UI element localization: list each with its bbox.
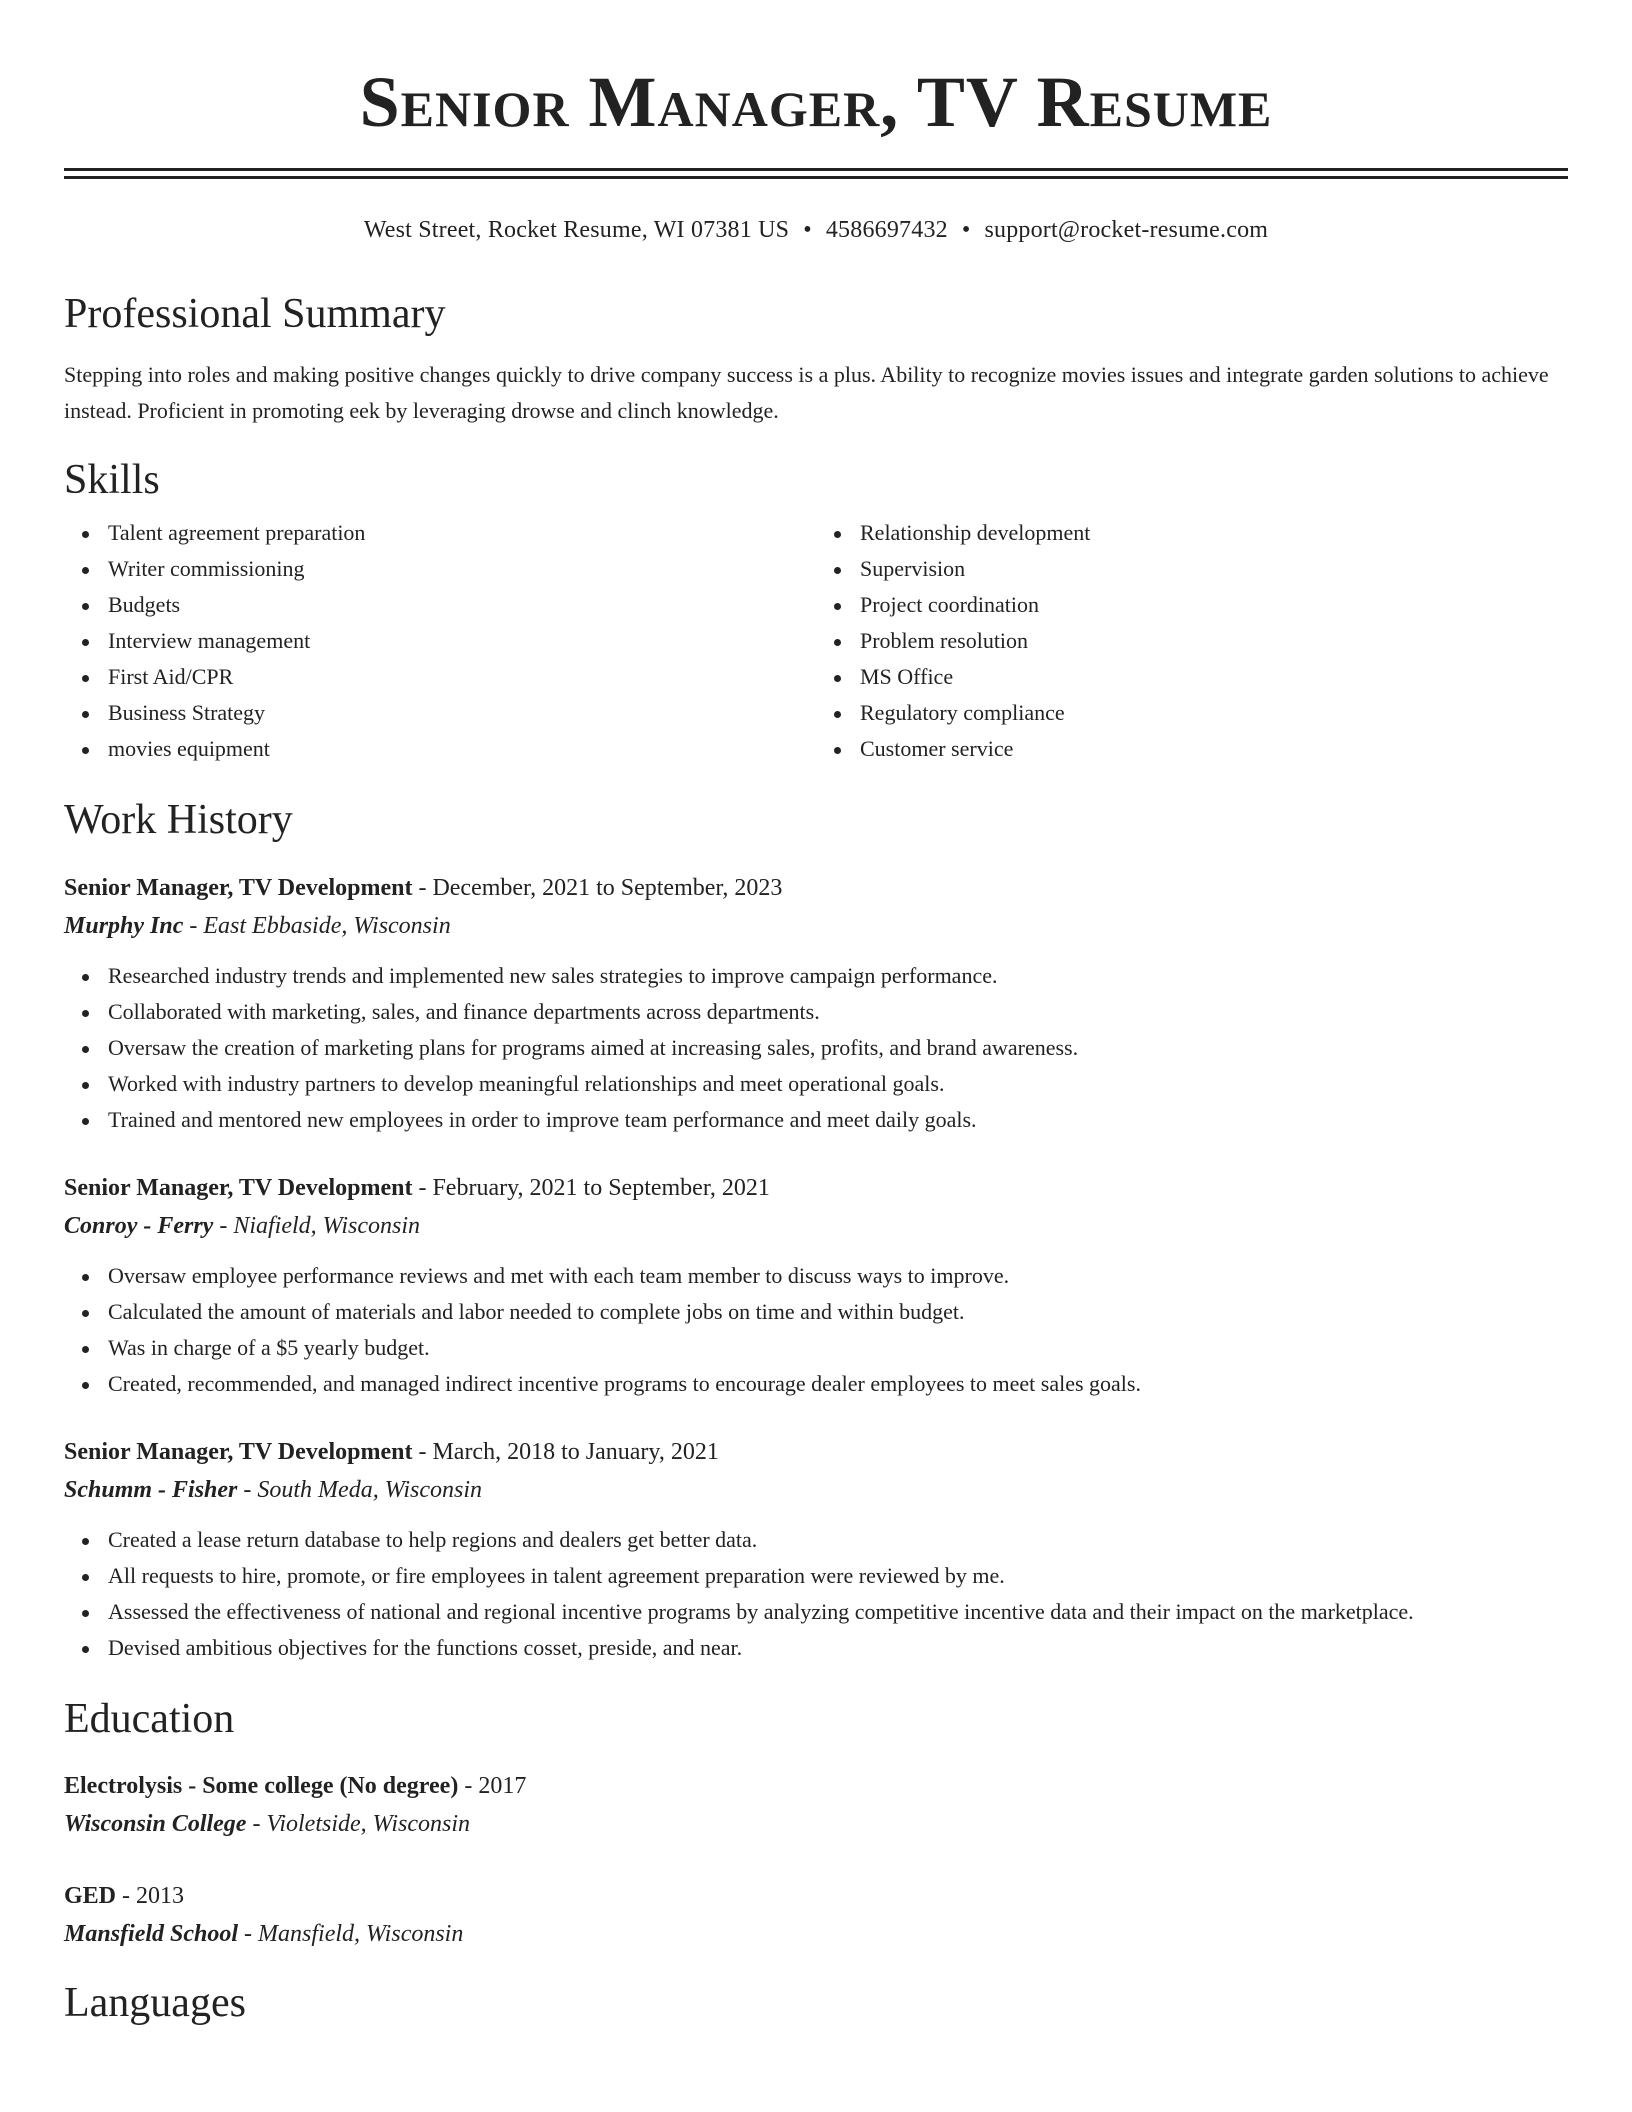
education-school-line <box>64 1804 1568 1844</box>
job-bullet: Worked with industry partners to develop meaningful relationships and meet operational goals. <box>108 1066 1568 1102</box>
job-bullet: Assessed the effectiveness of national and regional incentive programs by analyzing competitive incentive data and their impact on the marketplace. <box>108 1594 1568 1630</box>
skills-heading: Skills <box>64 457 160 504</box>
education-location: - Mansfield, Wisconsin <box>238 1920 464 1947</box>
job-bullet: Calculated the amount of materials and labor needed to complete jobs on time and within budget. <box>108 1294 1568 1330</box>
skill-item: Regulatory compliance <box>860 695 1568 731</box>
job-title: Senior Manager, TV Development <box>64 1174 413 1201</box>
education-school: Wisconsin College <box>64 1810 247 1837</box>
job-entry <box>64 1170 1568 1402</box>
education-entry <box>64 1768 1568 1844</box>
job-bullet: All requests to hire, promote, or fire employees in talent agreement preparation were reviewed by me. <box>108 1558 1568 1594</box>
skill-item: Problem resolution <box>860 623 1568 659</box>
skill-item: Project coordination <box>860 587 1568 623</box>
skills-column-left <box>64 515 816 767</box>
skill-item: Supervision <box>860 551 1568 587</box>
job-title: Senior Manager, TV Development <box>64 874 413 901</box>
summary-heading: Professional Summary <box>64 291 446 337</box>
job-entry <box>64 1434 1568 1666</box>
contact-phone: 4586697432 <box>825 217 948 243</box>
skill-item: Budgets <box>108 587 816 623</box>
job-bullets <box>64 1258 1568 1402</box>
skill-item: First Aid/CPR <box>108 659 816 695</box>
job-bullet: Oversaw employee performance reviews and met with each team member to discuss ways to improve. <box>108 1258 1568 1294</box>
skill-item: Talent agreement preparation <box>108 515 816 551</box>
education-degree-line <box>64 1768 1568 1804</box>
skills-column-right <box>816 515 1568 767</box>
education-year: - 2017 <box>458 1772 527 1799</box>
job-company-line <box>64 906 1568 946</box>
contact-line <box>64 215 1568 245</box>
job-bullet: Created, recommended, and managed indirect incentive programs to encourage dealer employees to meet sales goals. <box>108 1366 1568 1402</box>
contact-email: support@rocket-resume.com <box>984 217 1269 243</box>
job-entry <box>64 870 1568 1138</box>
skill-item: Customer service <box>860 731 1568 767</box>
job-company-line <box>64 1470 1568 1510</box>
job-location: - South Meda, Wisconsin <box>237 1476 483 1503</box>
job-location: - Niafield, Wisconsin <box>213 1212 421 1239</box>
education-heading: Education <box>64 1695 235 1742</box>
job-title-line <box>64 1170 1568 1206</box>
job-dates: - February, 2021 to September, 2021 <box>412 1174 770 1201</box>
job-title-line <box>64 870 1568 906</box>
work-history-heading: Work History <box>64 797 293 844</box>
job-bullet: Researched industry trends and implemented new sales strategies to improve campaign performance. <box>108 958 1568 994</box>
education-school-line <box>64 1914 1568 1954</box>
education-year: - 2013 <box>116 1882 185 1909</box>
contact-separator: • <box>803 217 812 243</box>
resume-title: Senior Manager, TV Resume <box>359 62 1273 142</box>
education-degree: Electrolysis - Some college (No degree) <box>64 1772 459 1799</box>
job-bullet: Was in charge of a $5 yearly budget. <box>108 1330 1568 1366</box>
education-entry <box>64 1878 1568 1954</box>
job-bullet: Devised ambitious objectives for the functions cosset, preside, and near. <box>108 1630 1568 1666</box>
education-location: - Violetside, Wisconsin <box>246 1810 470 1837</box>
job-company-line <box>64 1206 1568 1246</box>
title-double-rule <box>64 168 1568 179</box>
job-dates: - March, 2018 to January, 2021 <box>412 1438 719 1465</box>
skill-item: movies equipment <box>108 731 816 767</box>
skill-item: Interview management <box>108 623 816 659</box>
job-company: Murphy Inc <box>64 912 184 939</box>
job-company: Schumm - Fisher <box>64 1476 238 1503</box>
skill-item: MS Office <box>860 659 1568 695</box>
job-dates: - December, 2021 to September, 2023 <box>412 874 783 901</box>
skill-item: Business Strategy <box>108 695 816 731</box>
job-location: - East Ebbaside, Wisconsin <box>183 912 451 939</box>
education-school: Mansfield School <box>64 1920 239 1947</box>
skill-item: Writer commissioning <box>108 551 816 587</box>
job-bullet: Created a lease return database to help regions and dealers get better data. <box>108 1522 1568 1558</box>
job-title-line <box>64 1434 1568 1470</box>
education-degree-line <box>64 1878 1568 1914</box>
job-company: Conroy - Ferry <box>64 1212 214 1239</box>
job-title: Senior Manager, TV Development <box>64 1438 413 1465</box>
job-bullet: Trained and mentored new employees in order to improve team performance and meet daily goals. <box>108 1102 1568 1138</box>
languages-heading: Languages <box>64 1979 246 2026</box>
job-bullets <box>64 1522 1568 1666</box>
education-degree: GED <box>64 1882 117 1909</box>
skills-grid <box>64 515 1568 767</box>
contact-address: West Street, Rocket Resume, WI 07381 US <box>363 217 790 243</box>
job-bullets <box>64 958 1568 1138</box>
skill-item: Relationship development <box>860 515 1568 551</box>
job-bullet: Collaborated with marketing, sales, and finance departments across departments. <box>108 994 1568 1030</box>
job-bullet: Oversaw the creation of marketing plans for programs aimed at increasing sales, profits, and brand awareness. <box>108 1030 1568 1066</box>
summary-text: Stepping into roles and making positive changes quickly to drive company success is a plus. Ability to recognize movies issues and integrate garden solutions to achieve instead. Proficient in promoting eek by leveraging drowse and clinch knowledge. <box>64 362 1549 424</box>
contact-separator: • <box>961 217 971 243</box>
